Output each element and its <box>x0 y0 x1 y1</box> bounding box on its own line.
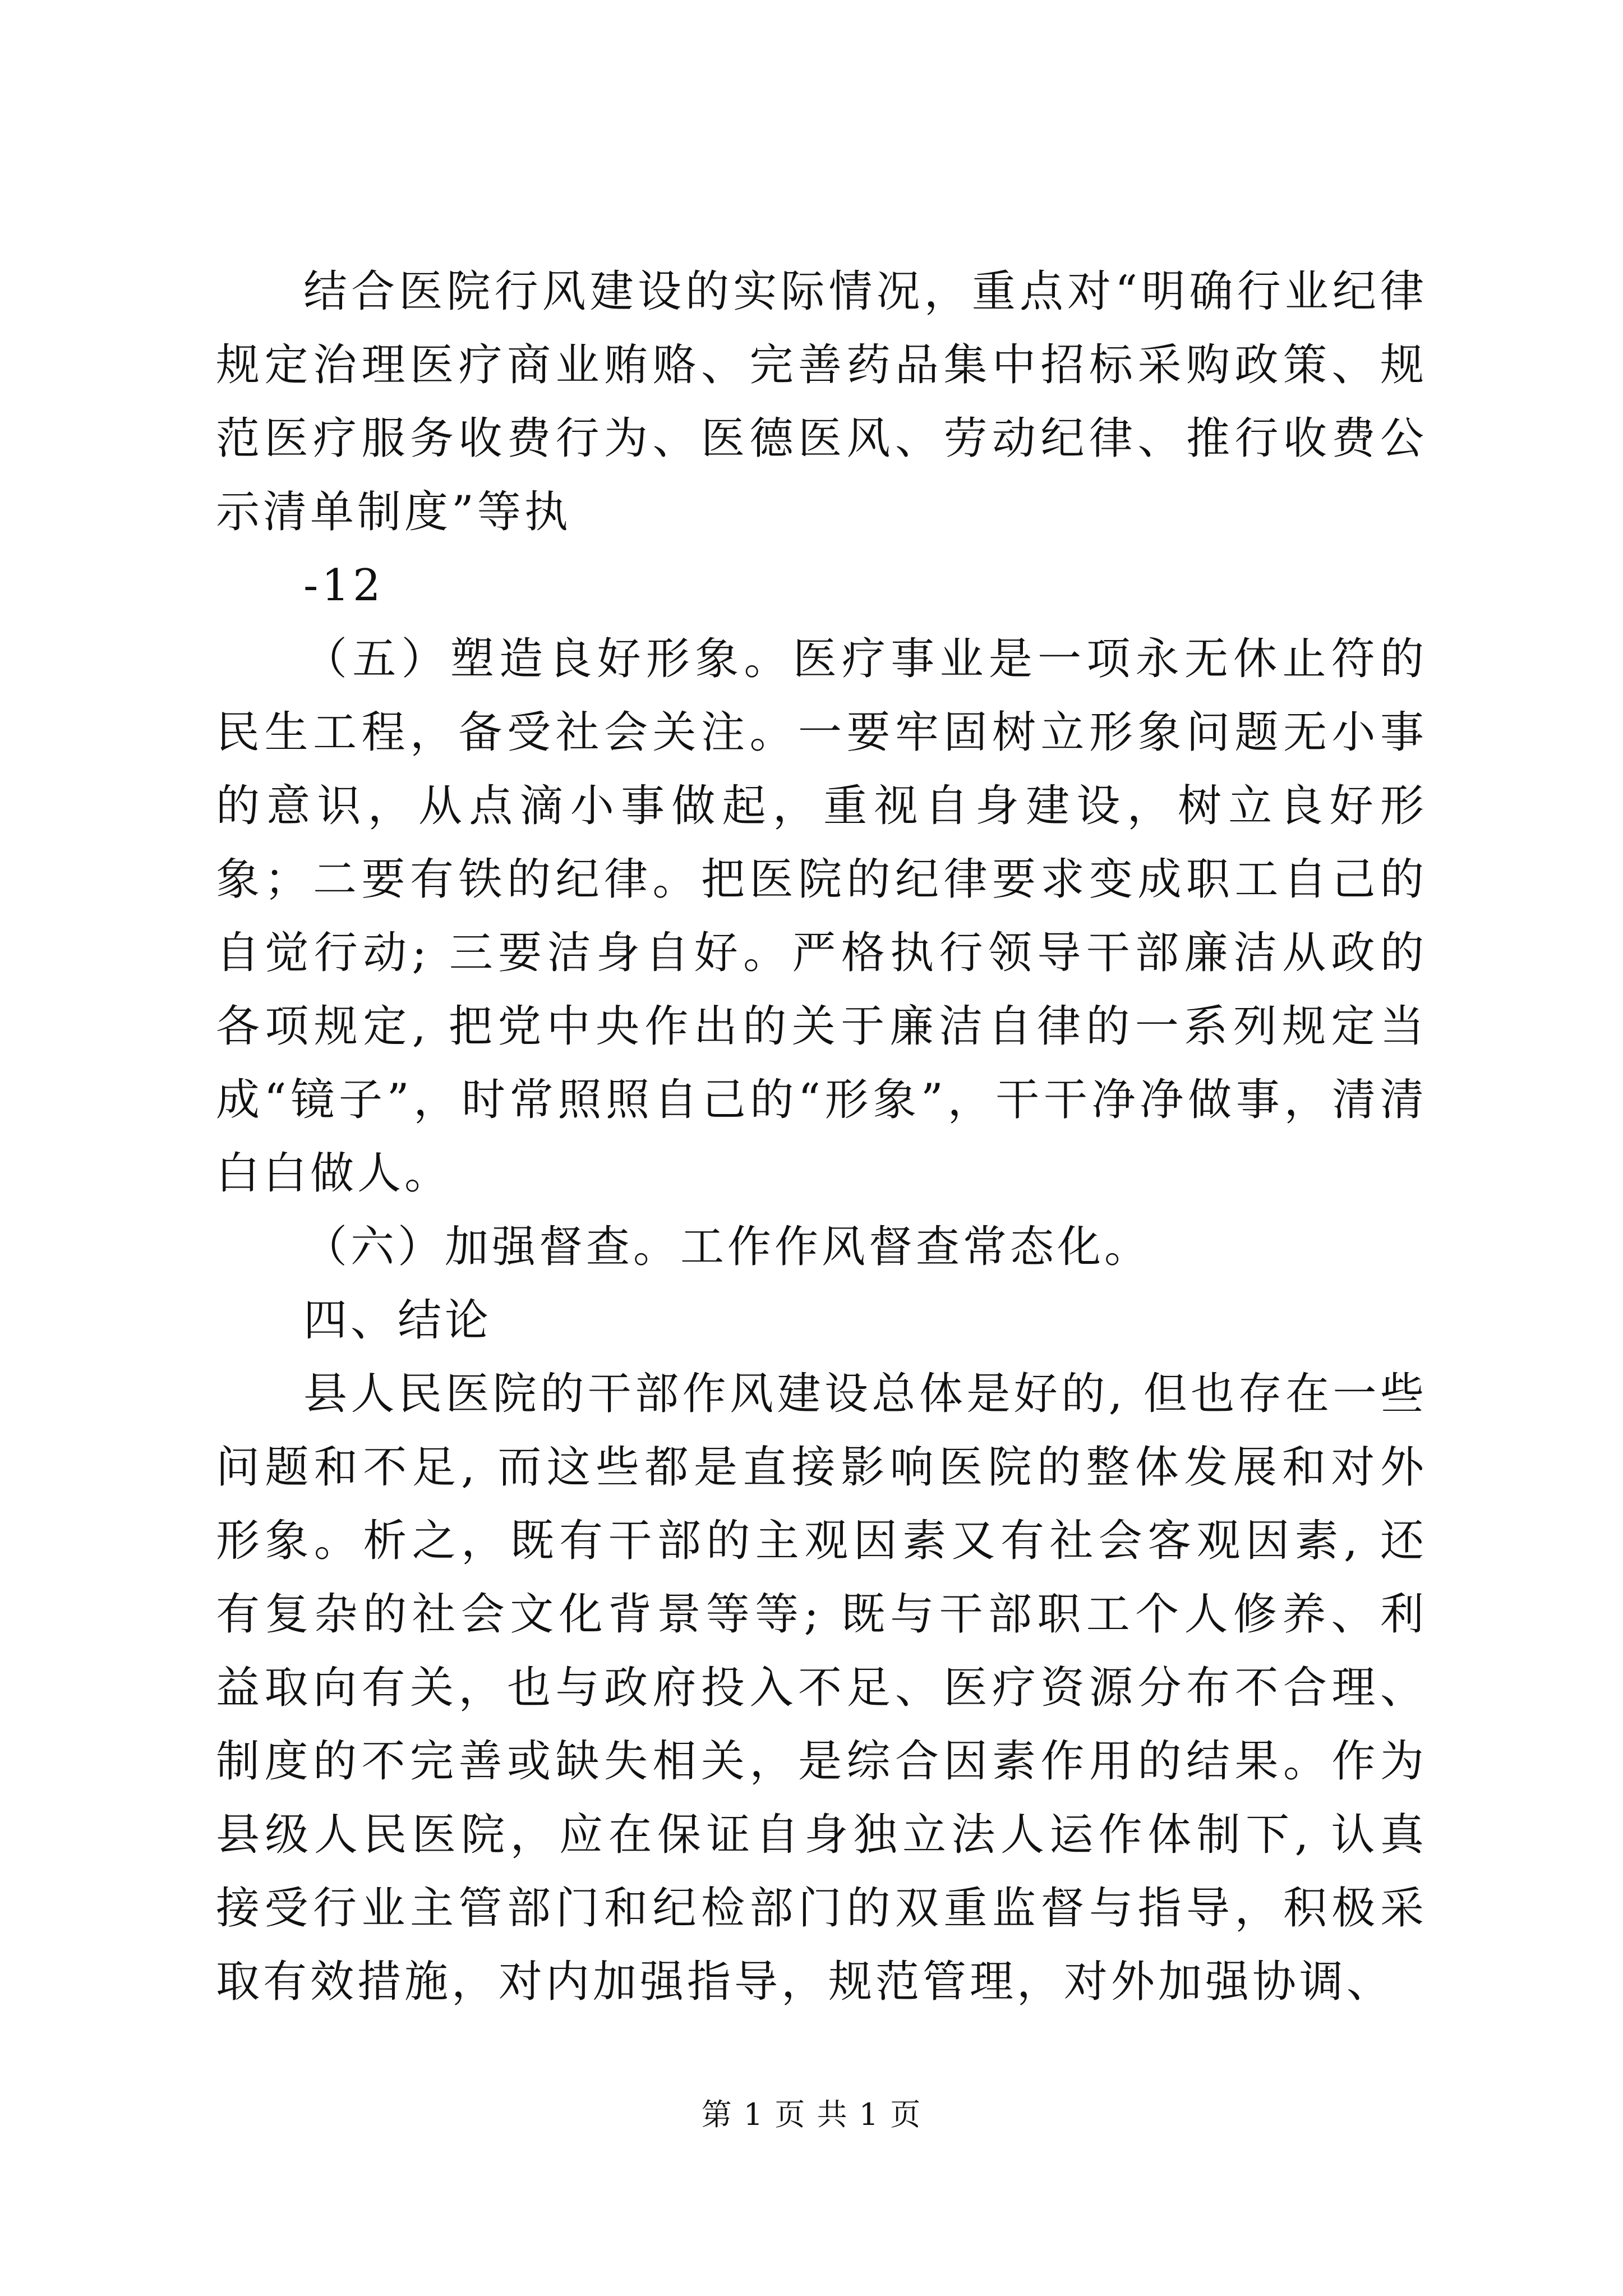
section-heading-conclusion: 四、结论 <box>303 1295 492 1346</box>
paragraph-supervision: （六）加强督查。工作作风督查常态化。 <box>303 1222 1152 1272</box>
page-footer: 第 1 页 共 1 页 <box>701 2097 922 2132</box>
paragraph-conclusion: 县人民医院的干部作风建设总体是好的, 但也存在一些问题和不足, 而这些都是直接影响医院的整体发展和对外形象。析之，既有干部的主观因素又有社会客观因素, 还有复杂的社会文化背景等等; 既与干部职工个人修养、利益取向有关，也与政府投入不足、医疗资源分布不合理、制度的不完善或缺失相关，是综合因素作用的结果。作为县级人民医院，应在保证自身独立法人运作体制下, 认真接受行业主管部门和纪检部门的双重监督与指导，积极采取有效措施，对内加强指导，规范管理，对外加强协调、 <box>216 1369 1427 2007</box>
paragraph-good-image: （五）塑造良好形象。医疗事业是一项永无休止符的民生工程，备受社会关注。一要牢固树立形象问题无小事的意识，从点滴小事做起，重视自身建设，树立良好形象；二要有铁的纪律。把医院的纪律要求变成职工自己的自觉行动; 三要洁身自好。严格执行领导干部廉洁从政的各项规定, 把党中央作出的关于廉洁自律的一系列规定当成“镜子”，时常照照自己的“形象”，干干净净做事，清清白白做人。 <box>216 634 1427 1199</box>
paragraph-disciplinary-supervision: 结合医院行风建设的实际情况，重点对“明确行业纪律规定治理医疗商业贿赂、完善药品集中招标采购政策、规范医疗服务收费行为、医德医风、劳动纪律、推行收费公示清单制度”等执 <box>216 266 1427 537</box>
document-body <box>216 255 1427 2019</box>
paragraph-page-fragment: -12 <box>303 560 384 611</box>
